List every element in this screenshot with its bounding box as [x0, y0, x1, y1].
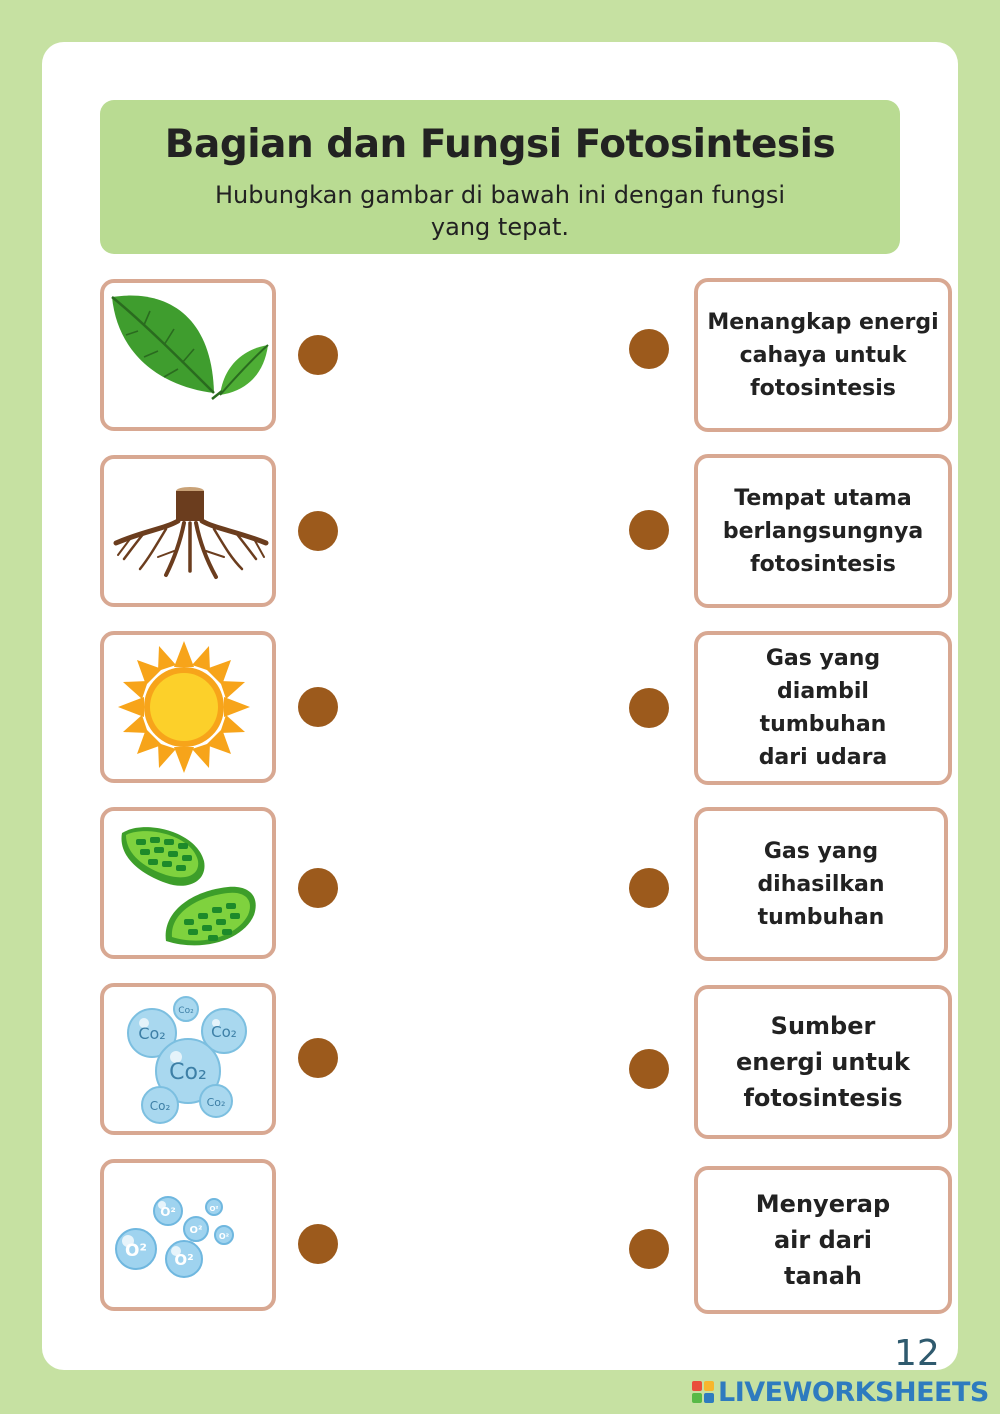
image-card-chloroplast — [100, 807, 276, 959]
co2-label: Co₂ — [178, 1006, 194, 1016]
left-connector-dot-2[interactable] — [298, 511, 338, 551]
brand-name: LIVEWORKSHEETS — [718, 1376, 989, 1408]
function-card-2 — [694, 454, 952, 608]
function-card-5 — [694, 985, 952, 1139]
co2-label: Co₂ — [138, 1024, 166, 1043]
o2-label: O² — [209, 1205, 219, 1213]
right-connector-dot-4[interactable] — [629, 868, 669, 908]
image-card-sun — [100, 631, 276, 783]
function-label: Sumber energi untuk fotosintesis — [736, 1012, 910, 1112]
right-connector-dot-5[interactable] — [629, 1049, 669, 1089]
right-connector-dot-3[interactable] — [629, 688, 669, 728]
image-card-leaf — [100, 279, 276, 431]
right-connector-dot-2[interactable] — [629, 510, 669, 550]
function-label: Menangkap energi cahaya untuk fotosintesis — [707, 309, 939, 401]
right-connector-dot-1[interactable] — [629, 329, 669, 369]
co2-bubbles-icon — [104, 987, 272, 1131]
function-card-4 — [694, 807, 948, 961]
left-connector-dot-6[interactable] — [298, 1224, 338, 1264]
page-title: Bagian dan Fungsi Fotosintesis — [164, 122, 836, 167]
image-card-oxygen — [100, 1159, 276, 1311]
image-card-roots — [100, 455, 276, 607]
o2-label: O² — [189, 1225, 203, 1236]
function-label: Tempat utama berlangsungnya fotosintesis — [722, 485, 924, 577]
o2-label: O² — [125, 1241, 147, 1261]
roots-icon — [104, 459, 272, 603]
o2-label: O² — [218, 1232, 230, 1241]
sun-icon — [104, 635, 272, 779]
co2-label: Co₂ — [206, 1096, 226, 1109]
liveworksheets-icon — [692, 1381, 714, 1403]
function-label: Gas yang dihasilkan tumbuhan — [757, 838, 885, 930]
o2-label: O² — [174, 1251, 194, 1269]
left-connector-dot-1[interactable] — [298, 335, 338, 375]
function-label: Gas yang diambil tumbuhan dari udara — [758, 646, 888, 770]
instructions: Hubungkan gambar di bawah ini dengan fungsi yang tepat. — [214, 181, 786, 241]
left-connector-dot-5[interactable] — [298, 1038, 338, 1078]
co2-label: Co₂ — [211, 1023, 237, 1041]
leaf-icon — [104, 283, 272, 427]
header-banner — [100, 100, 900, 254]
function-card-1 — [694, 278, 952, 432]
o2-bubbles-icon — [104, 1163, 272, 1307]
right-connector-dot-6[interactable] — [629, 1229, 669, 1269]
co2-label: Co₂ — [149, 1099, 171, 1113]
function-card-3 — [694, 631, 952, 785]
o2-label: O² — [160, 1205, 176, 1219]
function-label: Menyerap air dari tanah — [755, 1190, 891, 1290]
page-number: 12 — [894, 1333, 940, 1374]
co2-label: Co₂ — [169, 1060, 207, 1085]
left-connector-dot-4[interactable] — [298, 868, 338, 908]
function-card-6 — [694, 1166, 952, 1314]
brand-logo[interactable] — [692, 1376, 989, 1408]
image-card-carbon-dioxide — [100, 983, 276, 1135]
chloroplast-icon — [104, 811, 272, 955]
left-connector-dot-3[interactable] — [298, 687, 338, 727]
